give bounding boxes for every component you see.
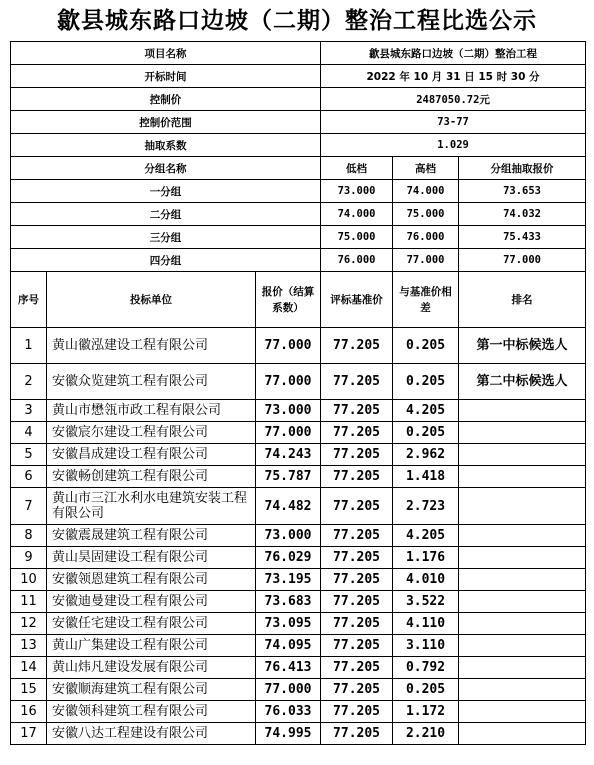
group-high: 74.000 [393, 180, 459, 203]
group-high: 77.000 [393, 249, 459, 272]
table-row [11, 466, 586, 488]
group-header-row [11, 157, 586, 180]
price-cell: 76.029 [256, 547, 321, 569]
base-price-cell: 77.205 [321, 444, 393, 466]
table-row [11, 679, 586, 701]
info-row-draw-coef [11, 134, 586, 157]
rank-cell [459, 444, 586, 466]
seq-cell: 9 [11, 547, 47, 569]
diff-cell: 3.522 [393, 591, 459, 613]
table-row [11, 444, 586, 466]
bidder-cell: 安徽顺海建筑工程有限公司 [47, 679, 256, 701]
bidder-cell: 黄山市三江水利水电建筑安装工程有限公司 [47, 488, 256, 525]
seq-cell: 12 [11, 613, 47, 635]
diff-cell: 1.172 [393, 701, 459, 723]
diff-cell: 4.010 [393, 569, 459, 591]
results-table [10, 41, 586, 745]
price-cell: 76.033 [256, 701, 321, 723]
price-cell: 77.000 [256, 364, 321, 400]
seq-cell: 4 [11, 422, 47, 444]
seq-cell: 15 [11, 679, 47, 701]
table-row [11, 422, 586, 444]
seq-cell: 11 [11, 591, 47, 613]
table-row [11, 723, 586, 745]
rank-cell [459, 525, 586, 547]
bidder-cell: 黄山广集建设工程有限公司 [47, 635, 256, 657]
price-cell: 77.000 [256, 328, 321, 364]
bidder-cell: 黄山市懋瓴市政工程有限公司 [47, 400, 256, 422]
base-price-cell: 77.205 [321, 488, 393, 525]
table-row [11, 525, 586, 547]
group-row [11, 180, 586, 203]
price-cell: 74.095 [256, 635, 321, 657]
price-cell: 76.413 [256, 657, 321, 679]
draw-coef-value: 1.029 [321, 134, 586, 157]
price-cell: 74.243 [256, 444, 321, 466]
control-range-value: 73-77 [321, 111, 586, 134]
diff-header: 与基准价相差 [393, 272, 459, 328]
seq-cell: 2 [11, 364, 47, 400]
bidder-cell: 安徽畅创建筑工程有限公司 [47, 466, 256, 488]
bidder-cell: 安徽迪曼建设工程有限公司 [47, 591, 256, 613]
table-row [11, 364, 586, 400]
diff-cell: 0.205 [393, 679, 459, 701]
project-name-label: 项目名称 [11, 42, 321, 65]
group-low: 74.000 [321, 203, 393, 226]
group-name-header: 分组名称 [11, 157, 321, 180]
diff-cell: 2.962 [393, 444, 459, 466]
base-price-cell: 77.205 [321, 525, 393, 547]
group-draw: 77.000 [459, 249, 586, 272]
price-cell: 73.683 [256, 591, 321, 613]
info-row-control-price [11, 88, 586, 111]
group-high: 75.000 [393, 203, 459, 226]
table-row [11, 400, 586, 422]
base-price-cell: 77.205 [321, 635, 393, 657]
group-draw: 73.653 [459, 180, 586, 203]
table-row [11, 591, 586, 613]
base-price-cell: 77.205 [321, 679, 393, 701]
group-name: 一分组 [11, 180, 321, 203]
base-price-cell: 77.205 [321, 701, 393, 723]
diff-cell: 1.176 [393, 547, 459, 569]
rank-cell [459, 400, 586, 422]
bidder-cell: 安徽八达工程建设有限公司 [47, 723, 256, 745]
price-cell: 77.000 [256, 422, 321, 444]
seq-cell: 7 [11, 488, 47, 525]
project-name-value: 歙县城东路口边坡（二期）整治工程 [321, 42, 586, 65]
base-price-cell: 77.205 [321, 591, 393, 613]
diff-cell: 1.418 [393, 466, 459, 488]
diff-cell: 0.205 [393, 364, 459, 400]
info-row-control-range [11, 111, 586, 134]
group-draw: 75.433 [459, 226, 586, 249]
bidder-cell: 安徽领恩建筑工程有限公司 [47, 569, 256, 591]
draw-coef-label: 抽取系数 [11, 134, 321, 157]
info-row-project-name [11, 42, 586, 65]
table-row [11, 657, 586, 679]
seq-cell: 16 [11, 701, 47, 723]
rank-cell: 第二中标候选人 [459, 364, 586, 400]
rank-cell [459, 723, 586, 745]
group-row [11, 226, 586, 249]
diff-cell: 2.723 [393, 488, 459, 525]
seq-cell: 6 [11, 466, 47, 488]
bidder-cell: 黄山炜凡建设发展有限公司 [47, 657, 256, 679]
seq-cell: 8 [11, 525, 47, 547]
rank-cell [459, 488, 586, 525]
group-draw: 74.032 [459, 203, 586, 226]
open-time-label: 开标时间 [11, 65, 321, 88]
bidder-cell: 安徽宸尔建设工程有限公司 [47, 422, 256, 444]
rank-cell [459, 466, 586, 488]
base-price-cell: 77.205 [321, 613, 393, 635]
table-row [11, 547, 586, 569]
bid-header-row [11, 272, 586, 328]
diff-cell: 4.110 [393, 613, 459, 635]
table-row [11, 328, 586, 364]
open-time-value: 2022 年 10 月 31 日 15 时 30 分 [321, 65, 586, 88]
seq-cell: 14 [11, 657, 47, 679]
bidder-cell: 安徽众览建筑工程有限公司 [47, 364, 256, 400]
control-price-label: 控制价 [11, 88, 321, 111]
bidder-cell: 黄山徽泓建设工程有限公司 [47, 328, 256, 364]
price-cell: 75.787 [256, 466, 321, 488]
control-range-label: 控制价范围 [11, 111, 321, 134]
rank-cell [459, 679, 586, 701]
rank-cell [459, 591, 586, 613]
group-row [11, 249, 586, 272]
group-high: 76.000 [393, 226, 459, 249]
diff-cell: 0.205 [393, 328, 459, 364]
group-row [11, 203, 586, 226]
group-low-header: 低档 [321, 157, 393, 180]
table-row [11, 569, 586, 591]
price-cell: 73.000 [256, 400, 321, 422]
rank-cell [459, 701, 586, 723]
base-price-cell: 77.205 [321, 466, 393, 488]
diff-cell: 4.205 [393, 400, 459, 422]
base-price-cell: 77.205 [321, 328, 393, 364]
rank-header: 排名 [459, 272, 586, 328]
diff-cell: 4.205 [393, 525, 459, 547]
group-high-header: 高档 [393, 157, 459, 180]
price-cell: 74.482 [256, 488, 321, 525]
group-draw-header: 分组抽取报价 [459, 157, 586, 180]
base-price-cell: 77.205 [321, 547, 393, 569]
base-price-header: 评标基准价 [321, 272, 393, 328]
bidder-cell: 安徽领科建筑工程有限公司 [47, 701, 256, 723]
bidder-cell: 安徽任宅建设工程有限公司 [47, 613, 256, 635]
seq-cell: 17 [11, 723, 47, 745]
rank-cell [459, 547, 586, 569]
page-title: 歙县城东路口边坡（二期）整治工程比选公示 [57, 7, 537, 34]
seq-cell: 1 [11, 328, 47, 364]
table-row [11, 613, 586, 635]
control-price-value: 2487050.72元 [321, 88, 586, 111]
rank-cell [459, 635, 586, 657]
price-header: 报价（结算系数） [256, 272, 321, 328]
seq-cell: 13 [11, 635, 47, 657]
seq-header: 序号 [11, 272, 47, 328]
rank-cell [459, 569, 586, 591]
rank-cell [459, 613, 586, 635]
group-low: 75.000 [321, 226, 393, 249]
price-cell: 74.995 [256, 723, 321, 745]
group-name: 二分组 [11, 203, 321, 226]
price-cell: 73.195 [256, 569, 321, 591]
bidder-cell: 安徽震晟建筑工程有限公司 [47, 525, 256, 547]
diff-cell: 3.110 [393, 635, 459, 657]
rank-cell: 第一中标候选人 [459, 328, 586, 364]
bidder-cell: 黄山昊固建设工程有限公司 [47, 547, 256, 569]
rank-cell [459, 657, 586, 679]
base-price-cell: 77.205 [321, 364, 393, 400]
seq-cell: 3 [11, 400, 47, 422]
group-low: 73.000 [321, 180, 393, 203]
price-cell: 73.095 [256, 613, 321, 635]
results-table-body [11, 42, 586, 745]
group-name: 三分组 [11, 226, 321, 249]
bidder-header: 投标单位 [47, 272, 256, 328]
seq-cell: 5 [11, 444, 47, 466]
diff-cell: 2.210 [393, 723, 459, 745]
seq-cell: 10 [11, 569, 47, 591]
rank-cell [459, 422, 586, 444]
base-price-cell: 77.205 [321, 422, 393, 444]
info-row-open-time [11, 65, 586, 88]
group-name: 四分组 [11, 249, 321, 272]
diff-cell: 0.792 [393, 657, 459, 679]
table-row [11, 488, 586, 525]
base-price-cell: 77.205 [321, 569, 393, 591]
price-cell: 73.000 [256, 525, 321, 547]
group-low: 76.000 [321, 249, 393, 272]
base-price-cell: 77.205 [321, 400, 393, 422]
bidder-cell: 安徽昌成建设工程有限公司 [47, 444, 256, 466]
base-price-cell: 77.205 [321, 723, 393, 745]
table-row [11, 701, 586, 723]
price-cell: 77.000 [256, 679, 321, 701]
base-price-cell: 77.205 [321, 657, 393, 679]
table-row [11, 635, 586, 657]
diff-cell: 0.205 [393, 422, 459, 444]
